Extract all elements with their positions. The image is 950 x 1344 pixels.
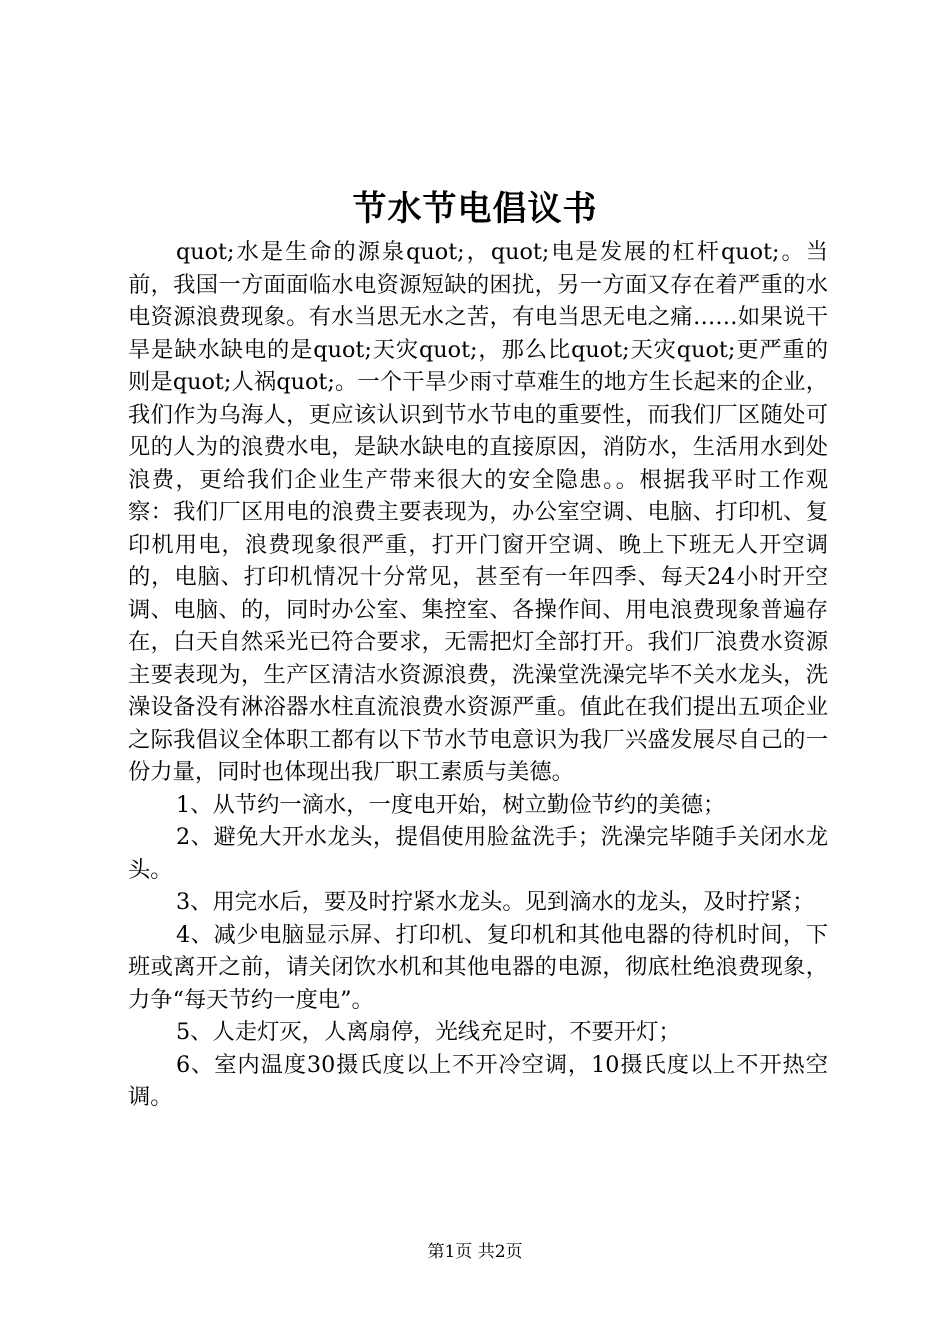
document-title: 节水节电倡议书 [352,189,598,229]
list-item: 2、避免大开水龙头，提倡使用脸盆洗手；洗澡完毕随手关闭水龙头。 [128,824,828,883]
list-item: 6、室内温度30摄氏度以上不开冷空调，10摄氏度以上不开热空调。 [128,1051,828,1110]
list-item: 5、人走灯灭，人离扇停，光线充足时，不要开灯； [176,1019,681,1045]
list-item: 4、减少电脑显示屏、打印机、复印机和其他电器的待机时间，下班或离开之前，请关闭饮水机和其他电器的电源，彻底杜绝浪费现象，力争“每天节约一度电”。 [128,921,828,1013]
document-body [128,236,828,1114]
list-item: 3、用完水后，要及时拧紧水龙头。见到滴水的龙头，及时拧紧； [176,889,815,915]
intro-paragraph: quot;水是生命的源泉quot;，quot;电是发展的杠杆quot;。当前，我国一方面面临水电资源短缺的困扰，另一方面又存在着严重的水电资源浪费现象。有水当思无水之苦，有电当思无电之痛……如果说干旱是缺水缺电的是quot;天灾quot;，那么比quot;天灾quot;更严重的则是quot;人祸quot;。一个干旱少雨寸草难生的地方生长起来的企业，我们作为乌海人，更应该认识到节水节电的重要性，而我们厂区随处可见的人为的浪费水电，是缺水缺电的直接原因，消防水，生活用水到处浪费，更给我们企业生产带来很大的安全隐患。。根据我平时工作观察：我们厂区用电的浪费主要表现为，办公室空调、电脑、打印机、复印机用电，浪费现象很严重，打开门窗开空调、晚上下班无人开空调的，电脑、打印机情况十分常见，甚至有一年四季、每天24小时开空调、电脑、的，同时办公室、集控室、各操作间、用电浪费现象普遍存在，白天自然采光已符合要求，无需把灯全部打开。我们厂浪费水资源主要表现为，生产区清洁水资源浪费，洗澡堂洗澡完毕不关水龙头，洗澡设备没有淋浴器水柱直流浪费水资源严重。值此在我们提出五项企业之际我倡议全体职工都有以下节水节电意识为我厂兴盛发展尽自己的一份力量，同时也体现出我厂职工素质与美德。 [128,239,828,785]
list-item: 1、从节约一滴水，一度电开始，树立勤俭节约的美德； [176,791,726,818]
page-footer: 第1页 共2页 [427,1242,523,1262]
